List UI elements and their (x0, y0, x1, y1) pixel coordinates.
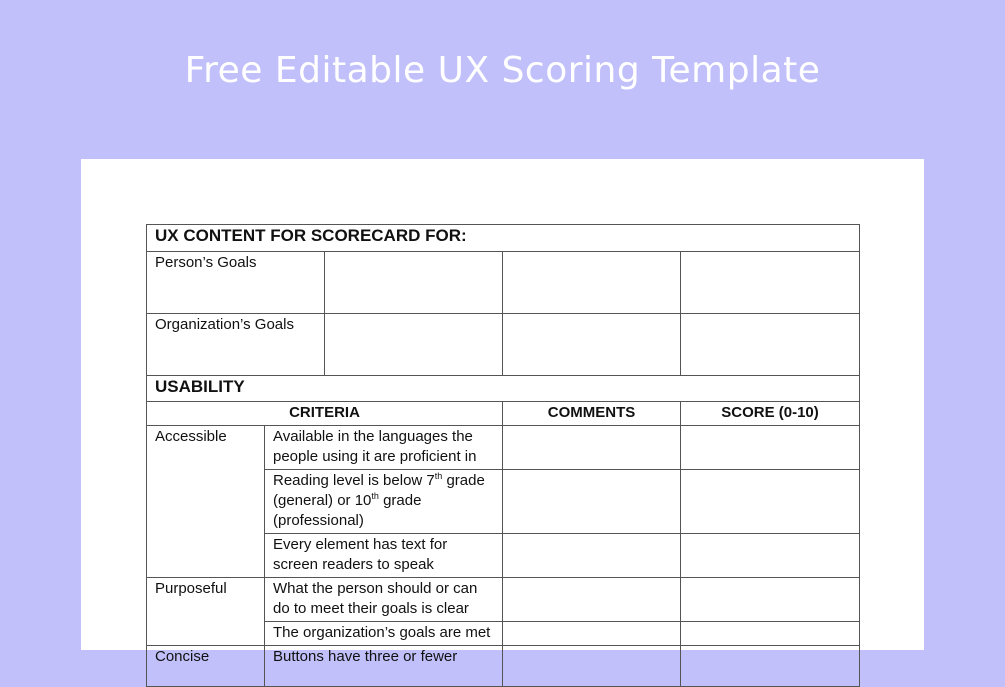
comment-cell[interactable] (503, 534, 681, 578)
document-page (81, 159, 924, 665)
goals-row-organization (147, 314, 860, 376)
table-row (147, 426, 860, 470)
banner-title: Free Editable UX Scoring Template (184, 50, 821, 91)
score-column-header: SCORE (0-10) (681, 402, 860, 426)
score-cell[interactable] (681, 622, 860, 646)
score-cell[interactable] (681, 426, 860, 470)
score-cell[interactable] (681, 646, 860, 687)
persons-goals-label: Person’s Goals (147, 252, 325, 314)
comment-cell[interactable] (503, 470, 681, 534)
comment-cell[interactable] (503, 622, 681, 646)
scorecard-title: UX CONTENT FOR SCORECARD FOR: (147, 225, 860, 252)
goal-cell[interactable] (325, 252, 503, 314)
group-purposeful: Purposeful (147, 578, 265, 646)
score-cell[interactable] (681, 470, 860, 534)
goal-cell[interactable] (503, 314, 681, 376)
criteria-column-header: CRITERIA (147, 402, 503, 426)
comment-cell[interactable] (503, 578, 681, 622)
organizations-goals-label: Organization’s Goals (147, 314, 325, 376)
ux-scorecard-table (146, 224, 860, 687)
score-cell[interactable] (681, 578, 860, 622)
criterion-text: What the person should or can do to meet their goals is clear (265, 578, 503, 622)
criterion-text: Available in the languages the people using it are proficient in (265, 426, 503, 470)
criterion-text: Every element has text for screen readers to speak (265, 534, 503, 578)
group-accessible: Accessible (147, 426, 265, 578)
comment-cell[interactable] (503, 426, 681, 470)
table-row (147, 646, 860, 687)
goals-row-person (147, 252, 860, 314)
criterion-text: The organization’s goals are met (265, 622, 503, 646)
table-row (147, 578, 860, 622)
comment-cell[interactable] (503, 646, 681, 687)
comments-column-header: COMMENTS (503, 402, 681, 426)
goal-cell[interactable] (325, 314, 503, 376)
group-concise: Concise (147, 646, 265, 687)
criterion-text: Reading level is below 7th grade (general) or 10th grade (professional) (265, 470, 503, 534)
goal-cell[interactable] (681, 252, 860, 314)
score-cell[interactable] (681, 534, 860, 578)
usability-heading: USABILITY (147, 376, 860, 402)
goal-cell[interactable] (681, 314, 860, 376)
goal-cell[interactable] (503, 252, 681, 314)
criterion-text: Buttons have three or fewer (265, 646, 503, 687)
